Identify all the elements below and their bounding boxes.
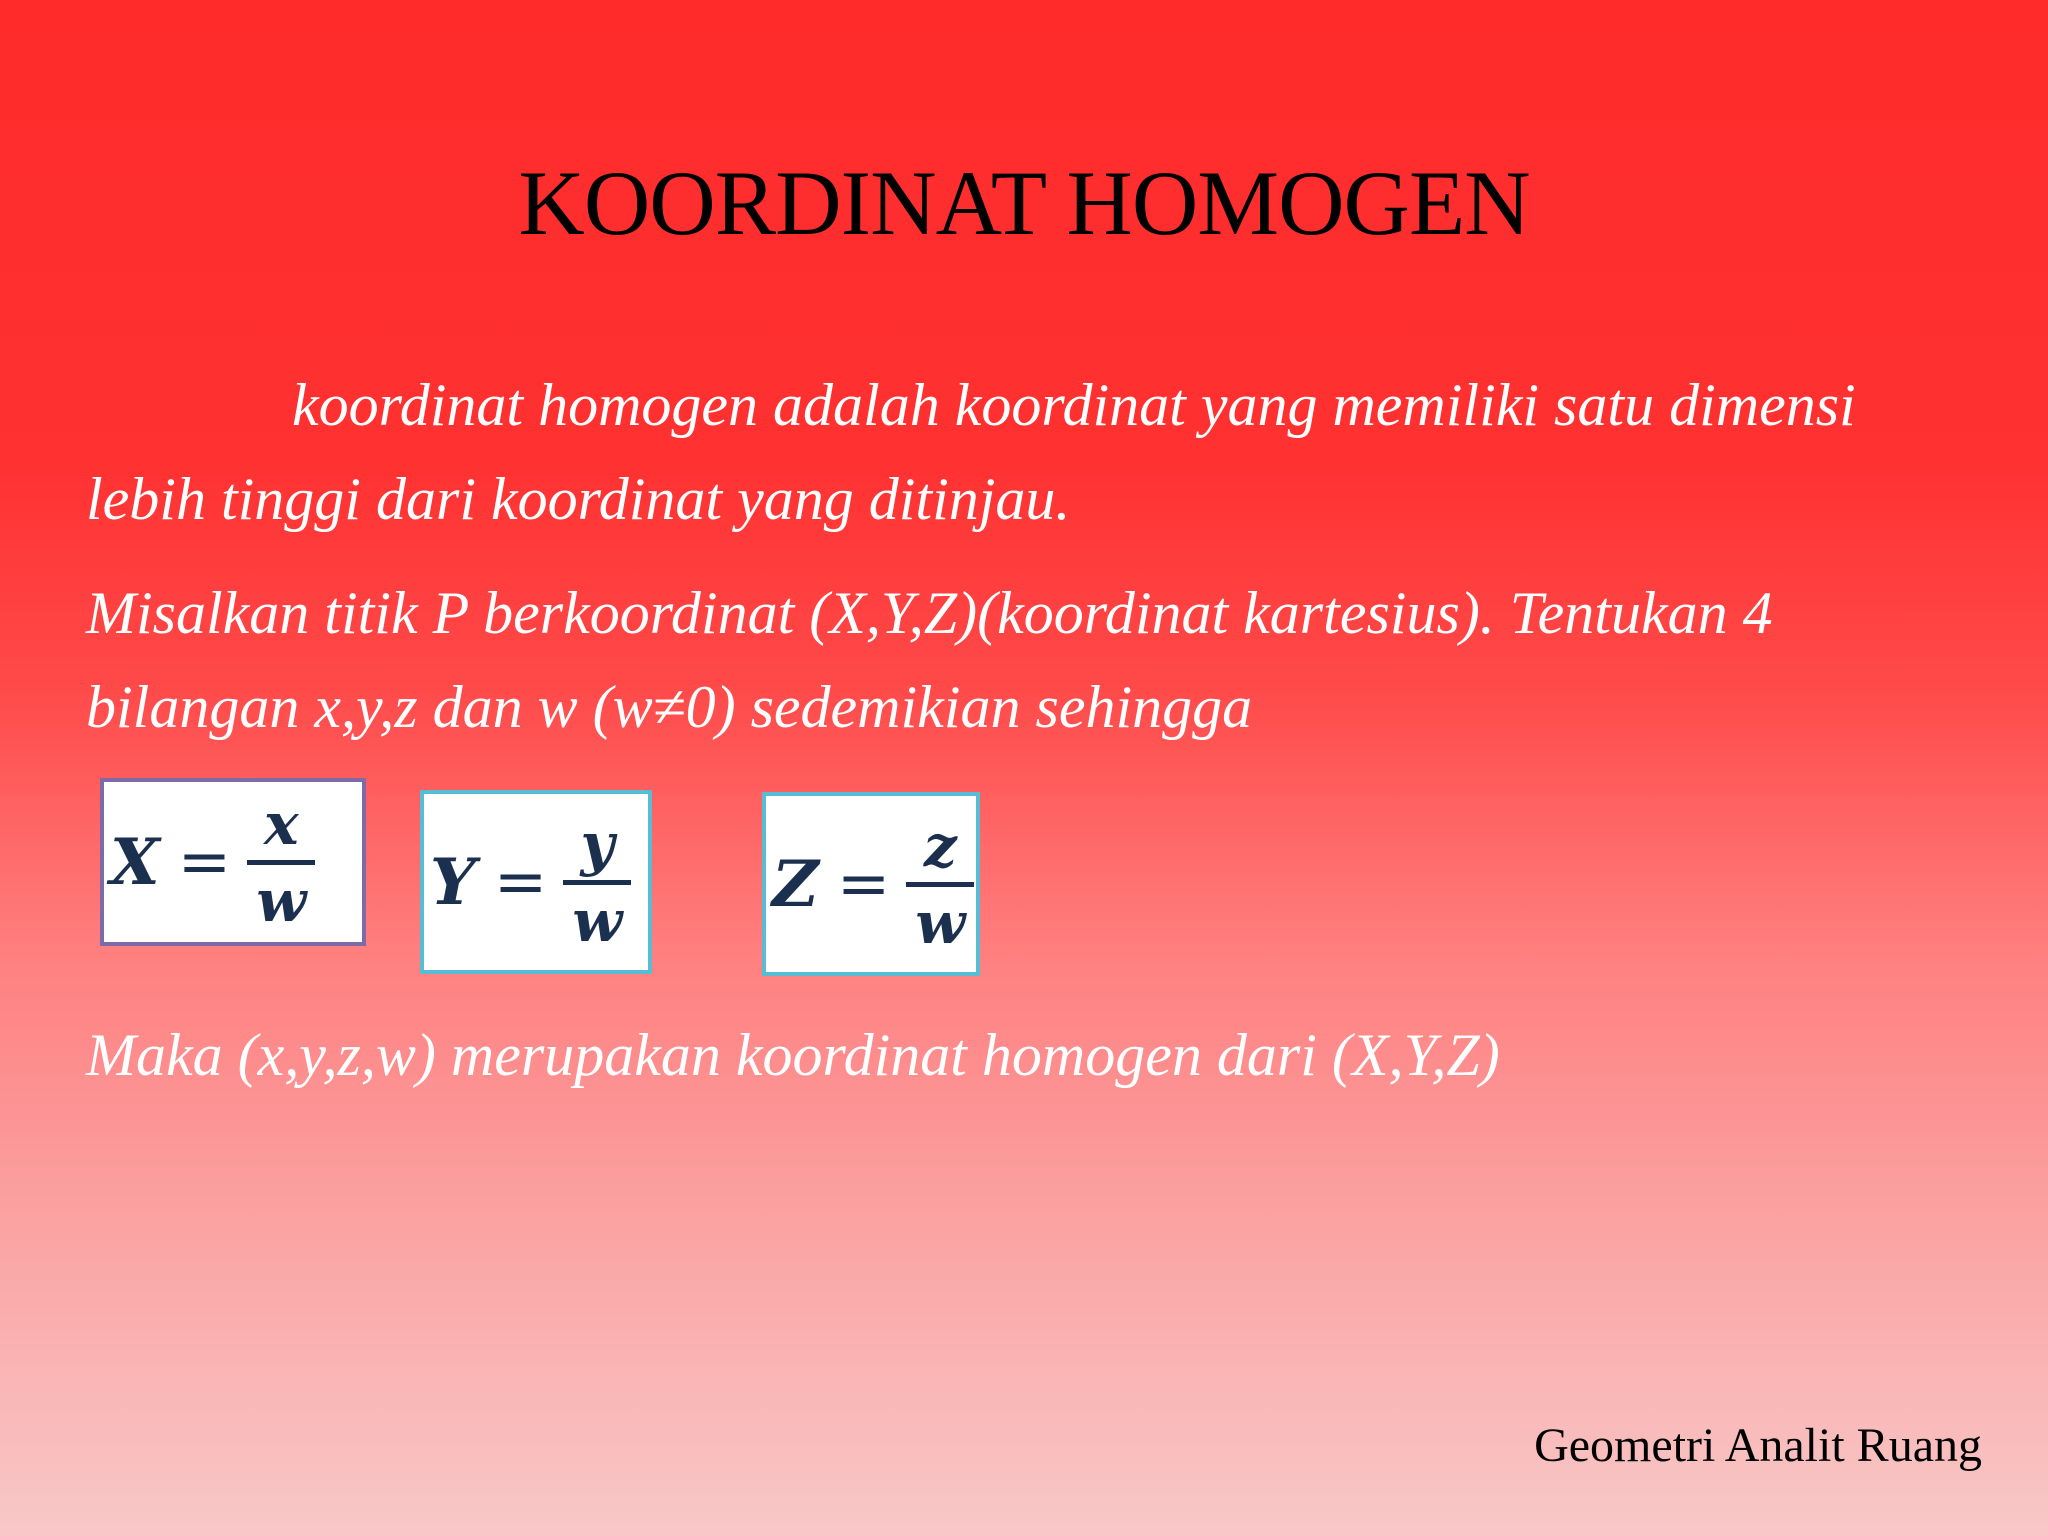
formula-y-equals: =: [493, 845, 548, 919]
formula-x-lhs: X: [110, 824, 160, 900]
formula-y-denominator: w: [572, 886, 623, 955]
slide-title: KOORDINAT HOMOGEN: [518, 152, 1530, 254]
footer-course-name: Geometri Analit Ruang: [1534, 1419, 1982, 1472]
formula-x-fraction: [247, 788, 315, 937]
formula-y: [420, 790, 652, 974]
formula-x: [100, 778, 366, 946]
formula-y-numerator: y: [580, 809, 615, 878]
conclusion-paragraph: Maka (x,y,z,w) merupakan koordinat homogen dari (X,Y,Z): [86, 1022, 1500, 1088]
definition-paragraph: koordinat homogen adalah koordinat yang memiliki satu dimensi lebih tinggi dari koordinat yang ditinjau.: [86, 372, 1856, 532]
formula-x-numerator: x: [263, 789, 299, 858]
formula-x-equals: =: [177, 825, 232, 899]
formula-z-lhs: Z: [772, 846, 819, 922]
formula-z: [762, 792, 980, 976]
formula-y-fraction: [563, 808, 631, 957]
formula-z-denominator: w: [915, 888, 966, 957]
formula-z-numerator: z: [923, 811, 957, 880]
formula-x-denominator: w: [256, 866, 307, 935]
instruction-paragraph: Misalkan titik P berkoordinat (X,Y,Z)(koordinat kartesius). Tentukan 4 bilangan x,y,z dan w (w≠0) sedemikian sehingga: [86, 580, 1773, 740]
formula-z-fraction: [906, 810, 974, 959]
formula-y-lhs: Y: [430, 844, 476, 920]
formula-z-equals: =: [836, 847, 891, 921]
